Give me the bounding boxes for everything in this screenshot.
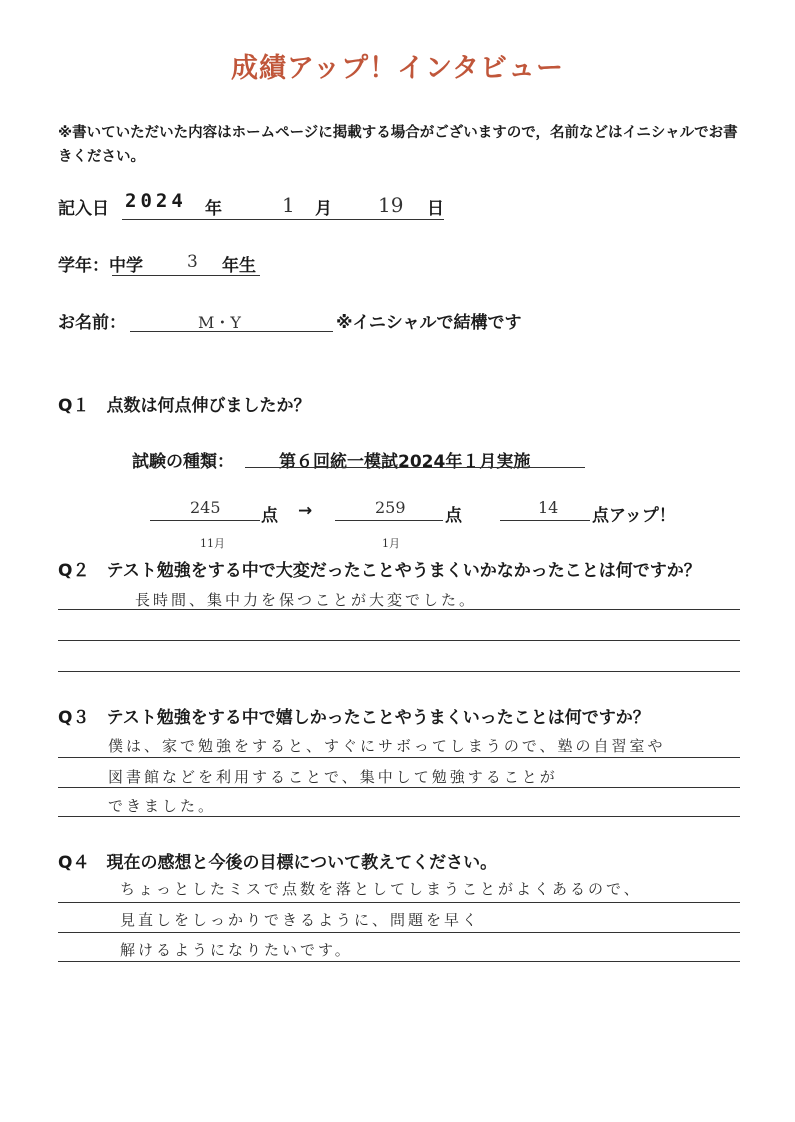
date-month: 1: [282, 193, 295, 217]
q4-heading: Q４ 現在の感想と今後の目標について教えてください。: [58, 853, 498, 873]
q3-rule-1: [58, 757, 740, 758]
q3-answer-line-2: 図書館などを利用することで、集中して勉強することが: [108, 768, 558, 786]
q1-heading: Q１ 点数は何点伸びましたか？: [58, 396, 311, 416]
q2-answer-line-1: 長時間、集中力を保つことが大変でした。: [135, 591, 478, 609]
q3-rule-2: [58, 787, 740, 788]
score-arrow: →: [298, 501, 313, 521]
after-score-underline: [335, 520, 443, 521]
name-label: お名前：: [58, 313, 126, 333]
q2-heading: Q２ テスト勉強をする中で大変だったことやうまくいかなかったことは何ですか？: [58, 561, 701, 581]
before-month: 11月: [200, 537, 225, 550]
after-month: 1月: [382, 537, 400, 550]
exam-underline: [245, 467, 585, 468]
q2-rule-1: [58, 609, 740, 610]
name-underline: [130, 331, 333, 332]
exam-value: 第６回統一模試2024年１月実施: [279, 452, 531, 472]
notice-text: ※書いていただいた内容はホームページに掲載する場合がございますので，名前などはイニシャルでお書きください。: [58, 125, 738, 165]
date-label: 記入日: [58, 199, 109, 219]
grade-value: 3: [187, 252, 198, 272]
grade-unit: 年生: [222, 256, 256, 276]
q3-rule-3: [58, 816, 740, 817]
q3-answer-line-3: できました。: [108, 797, 217, 815]
name-value: M・Y: [198, 313, 241, 332]
grade-underline: [112, 275, 260, 276]
q4-answer-line-3: 解けるようになりたいです。: [120, 941, 353, 959]
gain-suffix: 点アップ！: [592, 506, 676, 526]
gain-value: 14: [538, 498, 559, 517]
q2-rule-2: [58, 640, 740, 641]
page-title: 成績アップ！インタビュー: [230, 53, 565, 84]
q4-rule-2: [58, 932, 740, 933]
q3-answer-line-1: 僕は、家で勉強をすると、すぐにサボってしまうので、塾の自習室や: [108, 737, 666, 755]
q3-heading: Q３ テスト勉強をする中で嬉しかったことやうまくいったことは何ですか？: [58, 708, 650, 728]
grade-label: 学年：中学: [58, 256, 143, 276]
date-year: 2024: [125, 190, 187, 212]
before-score-underline: [150, 520, 260, 521]
q4-rule-1: [58, 902, 740, 903]
date-year-unit: 年: [205, 199, 222, 219]
date-day-unit: 日: [427, 199, 444, 219]
date-day: 19: [378, 193, 404, 217]
before-score: 245: [190, 498, 221, 517]
date-month-unit: 月: [315, 199, 332, 219]
before-point-unit: 点: [261, 506, 278, 526]
after-score: 259: [375, 498, 406, 517]
name-suffix: ※イニシャルで結構です: [336, 313, 522, 333]
q4-answer-line-1: ちょっとしたミスで点数を落としてしまうことがよくあるので、: [120, 880, 642, 898]
after-point-unit: 点: [445, 506, 462, 526]
q4-rule-3: [58, 961, 740, 962]
date-underline: [122, 219, 444, 220]
q2-rule-3: [58, 671, 740, 672]
gain-underline: [500, 520, 590, 521]
q4-answer-line-2: 見直しをしっかりできるように、問題を早く: [120, 911, 481, 929]
exam-label: 試験の種類：: [132, 452, 234, 472]
